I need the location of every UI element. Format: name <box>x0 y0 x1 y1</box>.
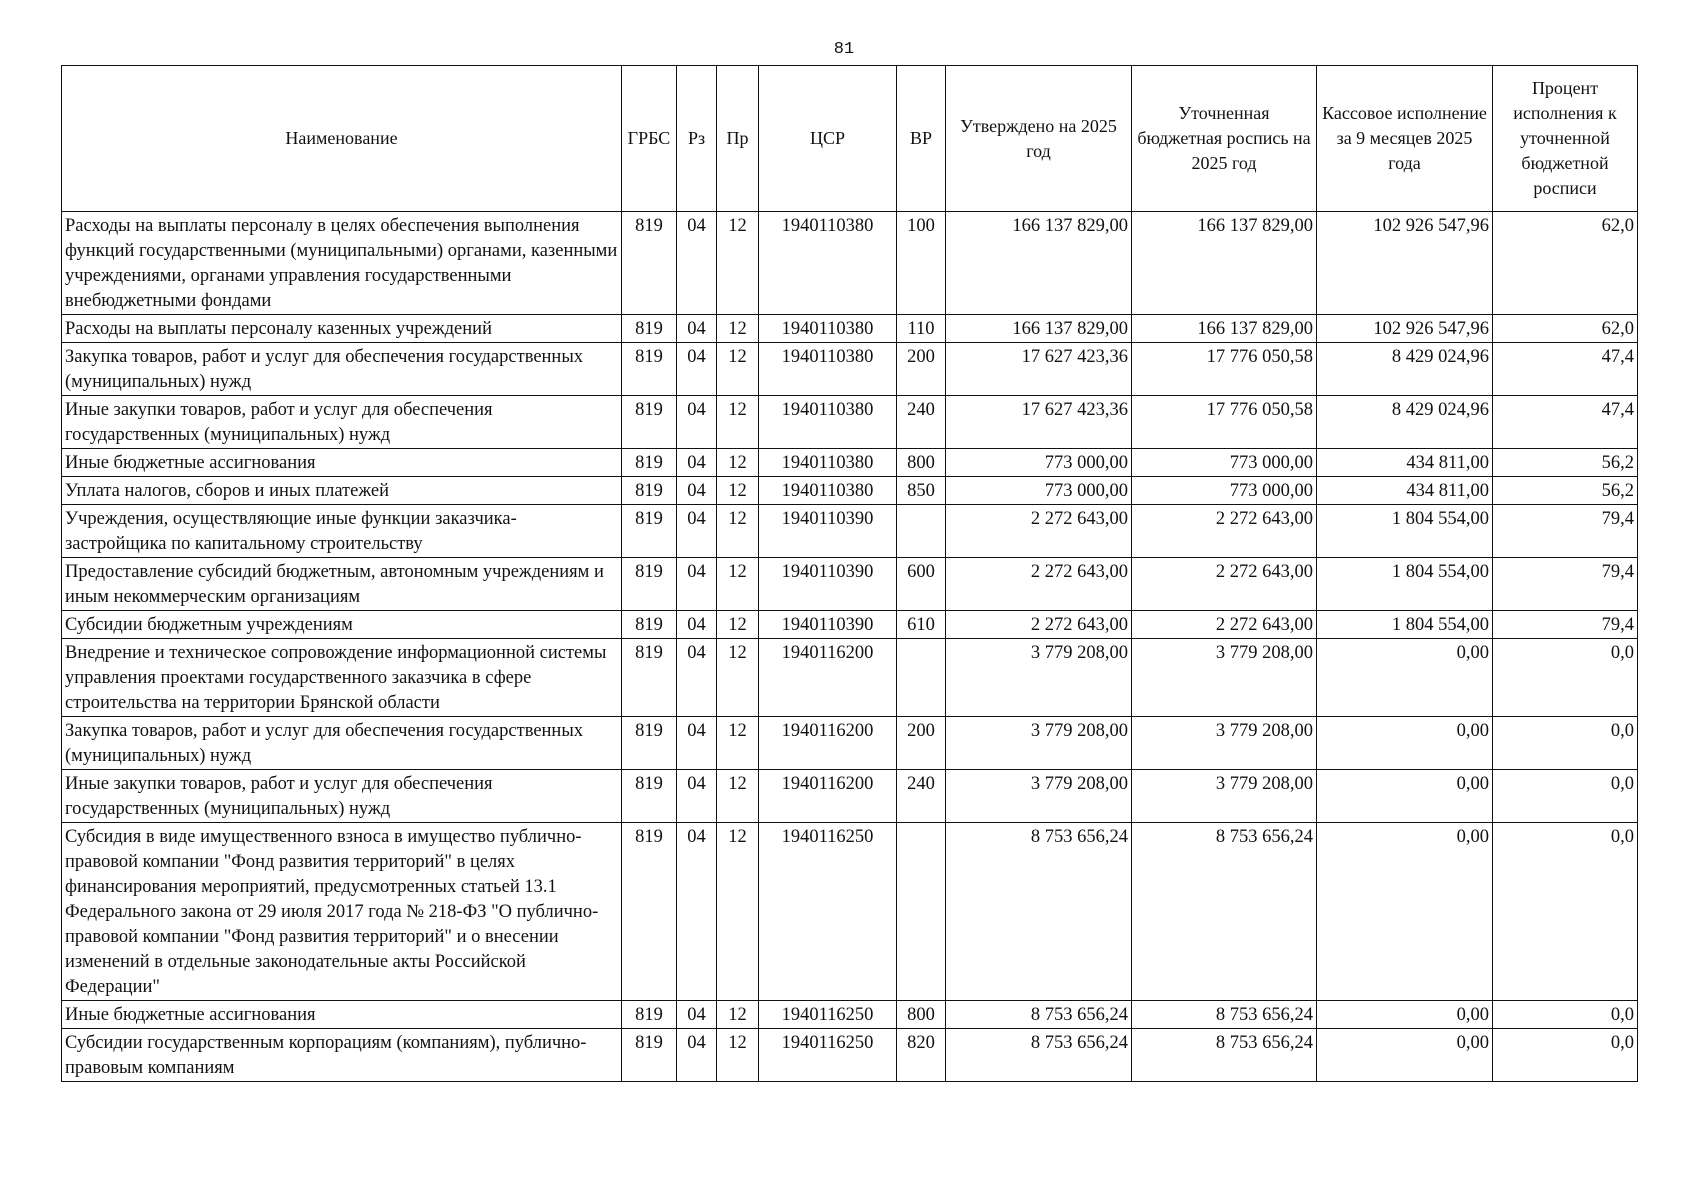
cell-percent: 0,0 <box>1493 823 1638 1001</box>
cell-pr: 12 <box>717 343 759 396</box>
cell-refined: 773 000,00 <box>1132 449 1317 477</box>
header-name: Наименование <box>62 66 622 212</box>
table-row <box>62 477 1638 505</box>
cell-grbs: 819 <box>622 343 677 396</box>
cell-approved: 773 000,00 <box>946 477 1132 505</box>
cell-rz: 04 <box>677 770 717 823</box>
cell-grbs: 819 <box>622 449 677 477</box>
table-row <box>62 396 1638 449</box>
cell-vr: 610 <box>897 611 946 639</box>
cell-approved: 17 627 423,36 <box>946 343 1132 396</box>
header-vr: ВР <box>897 66 946 212</box>
cell-csr: 1940116250 <box>759 1001 897 1029</box>
cell-refined: 8 753 656,24 <box>1132 1029 1317 1082</box>
cell-grbs: 819 <box>622 639 677 717</box>
header-rz: Рз <box>677 66 717 212</box>
cell-rz: 04 <box>677 558 717 611</box>
cell-cash: 1 804 554,00 <box>1317 611 1493 639</box>
cell-csr: 1940116200 <box>759 717 897 770</box>
cell-name: Уплата налогов, сборов и иных платежей <box>62 477 622 505</box>
cell-name: Субсидии государственным корпорациям (компаниям), публично-правовым компаниям <box>62 1029 622 1082</box>
cell-vr: 820 <box>897 1029 946 1082</box>
cell-percent: 47,4 <box>1493 396 1638 449</box>
cell-cash: 8 429 024,96 <box>1317 396 1493 449</box>
cell-pr: 12 <box>717 558 759 611</box>
cell-cash: 0,00 <box>1317 1001 1493 1029</box>
cell-percent: 79,4 <box>1493 505 1638 558</box>
cell-csr: 1940110380 <box>759 343 897 396</box>
cell-pr: 12 <box>717 449 759 477</box>
cell-csr: 1940116250 <box>759 823 897 1001</box>
cell-grbs: 819 <box>622 212 677 315</box>
cell-approved: 17 627 423,36 <box>946 396 1132 449</box>
cell-grbs: 819 <box>622 477 677 505</box>
cell-vr: 240 <box>897 396 946 449</box>
cell-rz: 04 <box>677 1029 717 1082</box>
cell-percent: 62,0 <box>1493 212 1638 315</box>
cell-grbs: 819 <box>622 505 677 558</box>
cell-percent: 0,0 <box>1493 770 1638 823</box>
cell-grbs: 819 <box>622 770 677 823</box>
cell-approved: 166 137 829,00 <box>946 212 1132 315</box>
header-pr: Пр <box>717 66 759 212</box>
cell-name: Внедрение и техническое сопровождение информационной системы управления проектами государственного заказчика в сфере строительства на территории Брянской области <box>62 639 622 717</box>
cell-refined: 17 776 050,58 <box>1132 343 1317 396</box>
cell-vr: 800 <box>897 1001 946 1029</box>
page-number: 81 <box>833 40 855 59</box>
cell-rz: 04 <box>677 611 717 639</box>
cell-refined: 17 776 050,58 <box>1132 396 1317 449</box>
cell-name: Закупка товаров, работ и услуг для обеспечения государственных (муниципальных) нужд <box>62 343 622 396</box>
cell-vr <box>897 505 946 558</box>
header-cash: Кассовое исполнение за 9 месяцев 2025 года <box>1317 66 1493 212</box>
header-percent: Процент исполнения к уточненной бюджетной росписи <box>1493 66 1638 212</box>
cell-rz: 04 <box>677 212 717 315</box>
cell-vr <box>897 639 946 717</box>
cell-percent: 62,0 <box>1493 315 1638 343</box>
cell-refined: 166 137 829,00 <box>1132 212 1317 315</box>
cell-name: Субсидия в виде имущественного взноса в имущество публично-правовой компании "Фонд развития территорий" в целях финансирования мероприятий, предусмотренных статьей 13.1 Федерального закона от 29 июля 2017 года № 218-ФЗ "О публично-правовой компании "Фонд развития территорий" и о внесении изменений в отдельные законодательные акты Российской Федерации" <box>62 823 622 1001</box>
table-row <box>62 505 1638 558</box>
cell-refined: 2 272 643,00 <box>1132 505 1317 558</box>
cell-pr: 12 <box>717 1001 759 1029</box>
cell-name: Иные закупки товаров, работ и услуг для обеспечения государственных (муниципальных) нужд <box>62 770 622 823</box>
cell-vr: 200 <box>897 717 946 770</box>
cell-name: Закупка товаров, работ и услуг для обеспечения государственных (муниципальных) нужд <box>62 717 622 770</box>
cell-refined: 2 272 643,00 <box>1132 611 1317 639</box>
cell-refined: 8 753 656,24 <box>1132 1001 1317 1029</box>
cell-pr: 12 <box>717 1029 759 1082</box>
cell-vr: 850 <box>897 477 946 505</box>
cell-name: Расходы на выплаты персоналу в целях обеспечения выполнения функций государственными (муниципальными) органами, казенными учреждениями, органами управления государственными внебюджетными фондами <box>62 212 622 315</box>
cell-approved: 773 000,00 <box>946 449 1132 477</box>
table-row <box>62 343 1638 396</box>
cell-pr: 12 <box>717 639 759 717</box>
cell-name: Иные бюджетные ассигнования <box>62 1001 622 1029</box>
cell-cash: 0,00 <box>1317 717 1493 770</box>
cell-pr: 12 <box>717 823 759 1001</box>
cell-cash: 0,00 <box>1317 1029 1493 1082</box>
cell-csr: 1940110380 <box>759 449 897 477</box>
cell-rz: 04 <box>677 1001 717 1029</box>
cell-rz: 04 <box>677 315 717 343</box>
cell-refined: 8 753 656,24 <box>1132 823 1317 1001</box>
cell-percent: 56,2 <box>1493 477 1638 505</box>
cell-rz: 04 <box>677 477 717 505</box>
cell-approved: 2 272 643,00 <box>946 505 1132 558</box>
cell-rz: 04 <box>677 396 717 449</box>
cell-pr: 12 <box>717 505 759 558</box>
cell-csr: 1940110380 <box>759 396 897 449</box>
cell-approved: 2 272 643,00 <box>946 558 1132 611</box>
cell-approved: 8 753 656,24 <box>946 1029 1132 1082</box>
cell-refined: 3 779 208,00 <box>1132 717 1317 770</box>
cell-cash: 102 926 547,96 <box>1317 212 1493 315</box>
cell-rz: 04 <box>677 823 717 1001</box>
cell-pr: 12 <box>717 611 759 639</box>
cell-vr: 100 <box>897 212 946 315</box>
cell-cash: 0,00 <box>1317 823 1493 1001</box>
cell-grbs: 819 <box>622 1001 677 1029</box>
cell-approved: 3 779 208,00 <box>946 770 1132 823</box>
cell-cash: 8 429 024,96 <box>1317 343 1493 396</box>
cell-grbs: 819 <box>622 611 677 639</box>
cell-cash: 434 811,00 <box>1317 477 1493 505</box>
header-refined: Уточненная бюджетная роспись на 2025 год <box>1132 66 1317 212</box>
cell-name: Расходы на выплаты персоналу казенных учреждений <box>62 315 622 343</box>
table-row <box>62 212 1638 315</box>
cell-rz: 04 <box>677 717 717 770</box>
cell-cash: 0,00 <box>1317 770 1493 823</box>
cell-percent: 47,4 <box>1493 343 1638 396</box>
cell-cash: 1 804 554,00 <box>1317 558 1493 611</box>
cell-grbs: 819 <box>622 315 677 343</box>
cell-rz: 04 <box>677 639 717 717</box>
cell-percent: 79,4 <box>1493 611 1638 639</box>
cell-percent: 0,0 <box>1493 1029 1638 1082</box>
cell-rz: 04 <box>677 343 717 396</box>
cell-approved: 8 753 656,24 <box>946 1001 1132 1029</box>
cell-refined: 773 000,00 <box>1132 477 1317 505</box>
cell-csr: 1940110380 <box>759 477 897 505</box>
cell-vr: 110 <box>897 315 946 343</box>
table-row <box>62 770 1638 823</box>
cell-name: Иные бюджетные ассигнования <box>62 449 622 477</box>
cell-pr: 12 <box>717 315 759 343</box>
cell-grbs: 819 <box>622 558 677 611</box>
table-row <box>62 611 1638 639</box>
cell-pr: 12 <box>717 212 759 315</box>
cell-percent: 0,0 <box>1493 639 1638 717</box>
cell-vr: 240 <box>897 770 946 823</box>
cell-percent: 0,0 <box>1493 717 1638 770</box>
cell-approved: 8 753 656,24 <box>946 823 1132 1001</box>
cell-refined: 3 779 208,00 <box>1132 770 1317 823</box>
cell-grbs: 819 <box>622 823 677 1001</box>
cell-csr: 1940116200 <box>759 639 897 717</box>
cell-vr: 200 <box>897 343 946 396</box>
cell-grbs: 819 <box>622 396 677 449</box>
cell-vr: 800 <box>897 449 946 477</box>
cell-vr: 600 <box>897 558 946 611</box>
cell-percent: 79,4 <box>1493 558 1638 611</box>
header-approved: Утверждено на 2025 год <box>946 66 1132 212</box>
cell-approved: 3 779 208,00 <box>946 639 1132 717</box>
header-csr: ЦСР <box>759 66 897 212</box>
cell-grbs: 819 <box>622 1029 677 1082</box>
cell-rz: 04 <box>677 449 717 477</box>
cell-percent: 56,2 <box>1493 449 1638 477</box>
cell-csr: 1940110390 <box>759 558 897 611</box>
table-header-row <box>62 66 1638 212</box>
header-grbs: ГРБС <box>622 66 677 212</box>
cell-name: Иные закупки товаров, работ и услуг для обеспечения государственных (муниципальных) нужд <box>62 396 622 449</box>
table-row <box>62 823 1638 1001</box>
cell-csr: 1940110390 <box>759 505 897 558</box>
cell-pr: 12 <box>717 770 759 823</box>
cell-cash: 102 926 547,96 <box>1317 315 1493 343</box>
table-row <box>62 717 1638 770</box>
cell-csr: 1940110390 <box>759 611 897 639</box>
table-row <box>62 1029 1638 1082</box>
cell-approved: 166 137 829,00 <box>946 315 1132 343</box>
cell-approved: 3 779 208,00 <box>946 717 1132 770</box>
table-row <box>62 1001 1638 1029</box>
cell-rz: 04 <box>677 505 717 558</box>
cell-name: Субсидии бюджетным учреждениям <box>62 611 622 639</box>
cell-grbs: 819 <box>622 717 677 770</box>
cell-name: Учреждения, осуществляющие иные функции заказчика-застройщика по капитальному строительству <box>62 505 622 558</box>
cell-csr: 1940110380 <box>759 212 897 315</box>
cell-refined: 3 779 208,00 <box>1132 639 1317 717</box>
cell-refined: 166 137 829,00 <box>1132 315 1317 343</box>
cell-name: Предоставление субсидий бюджетным, автономным учреждениям и иным некоммерческим организациям <box>62 558 622 611</box>
cell-cash: 434 811,00 <box>1317 449 1493 477</box>
budget-execution-table <box>61 65 1638 1082</box>
cell-approved: 2 272 643,00 <box>946 611 1132 639</box>
cell-csr: 1940110380 <box>759 315 897 343</box>
table-row <box>62 639 1638 717</box>
cell-pr: 12 <box>717 717 759 770</box>
cell-cash: 1 804 554,00 <box>1317 505 1493 558</box>
table-row <box>62 315 1638 343</box>
cell-cash: 0,00 <box>1317 639 1493 717</box>
cell-pr: 12 <box>717 477 759 505</box>
cell-csr: 1940116250 <box>759 1029 897 1082</box>
cell-csr: 1940116200 <box>759 770 897 823</box>
cell-percent: 0,0 <box>1493 1001 1638 1029</box>
cell-refined: 2 272 643,00 <box>1132 558 1317 611</box>
table-row <box>62 449 1638 477</box>
cell-vr <box>897 823 946 1001</box>
table-row <box>62 558 1638 611</box>
cell-pr: 12 <box>717 396 759 449</box>
